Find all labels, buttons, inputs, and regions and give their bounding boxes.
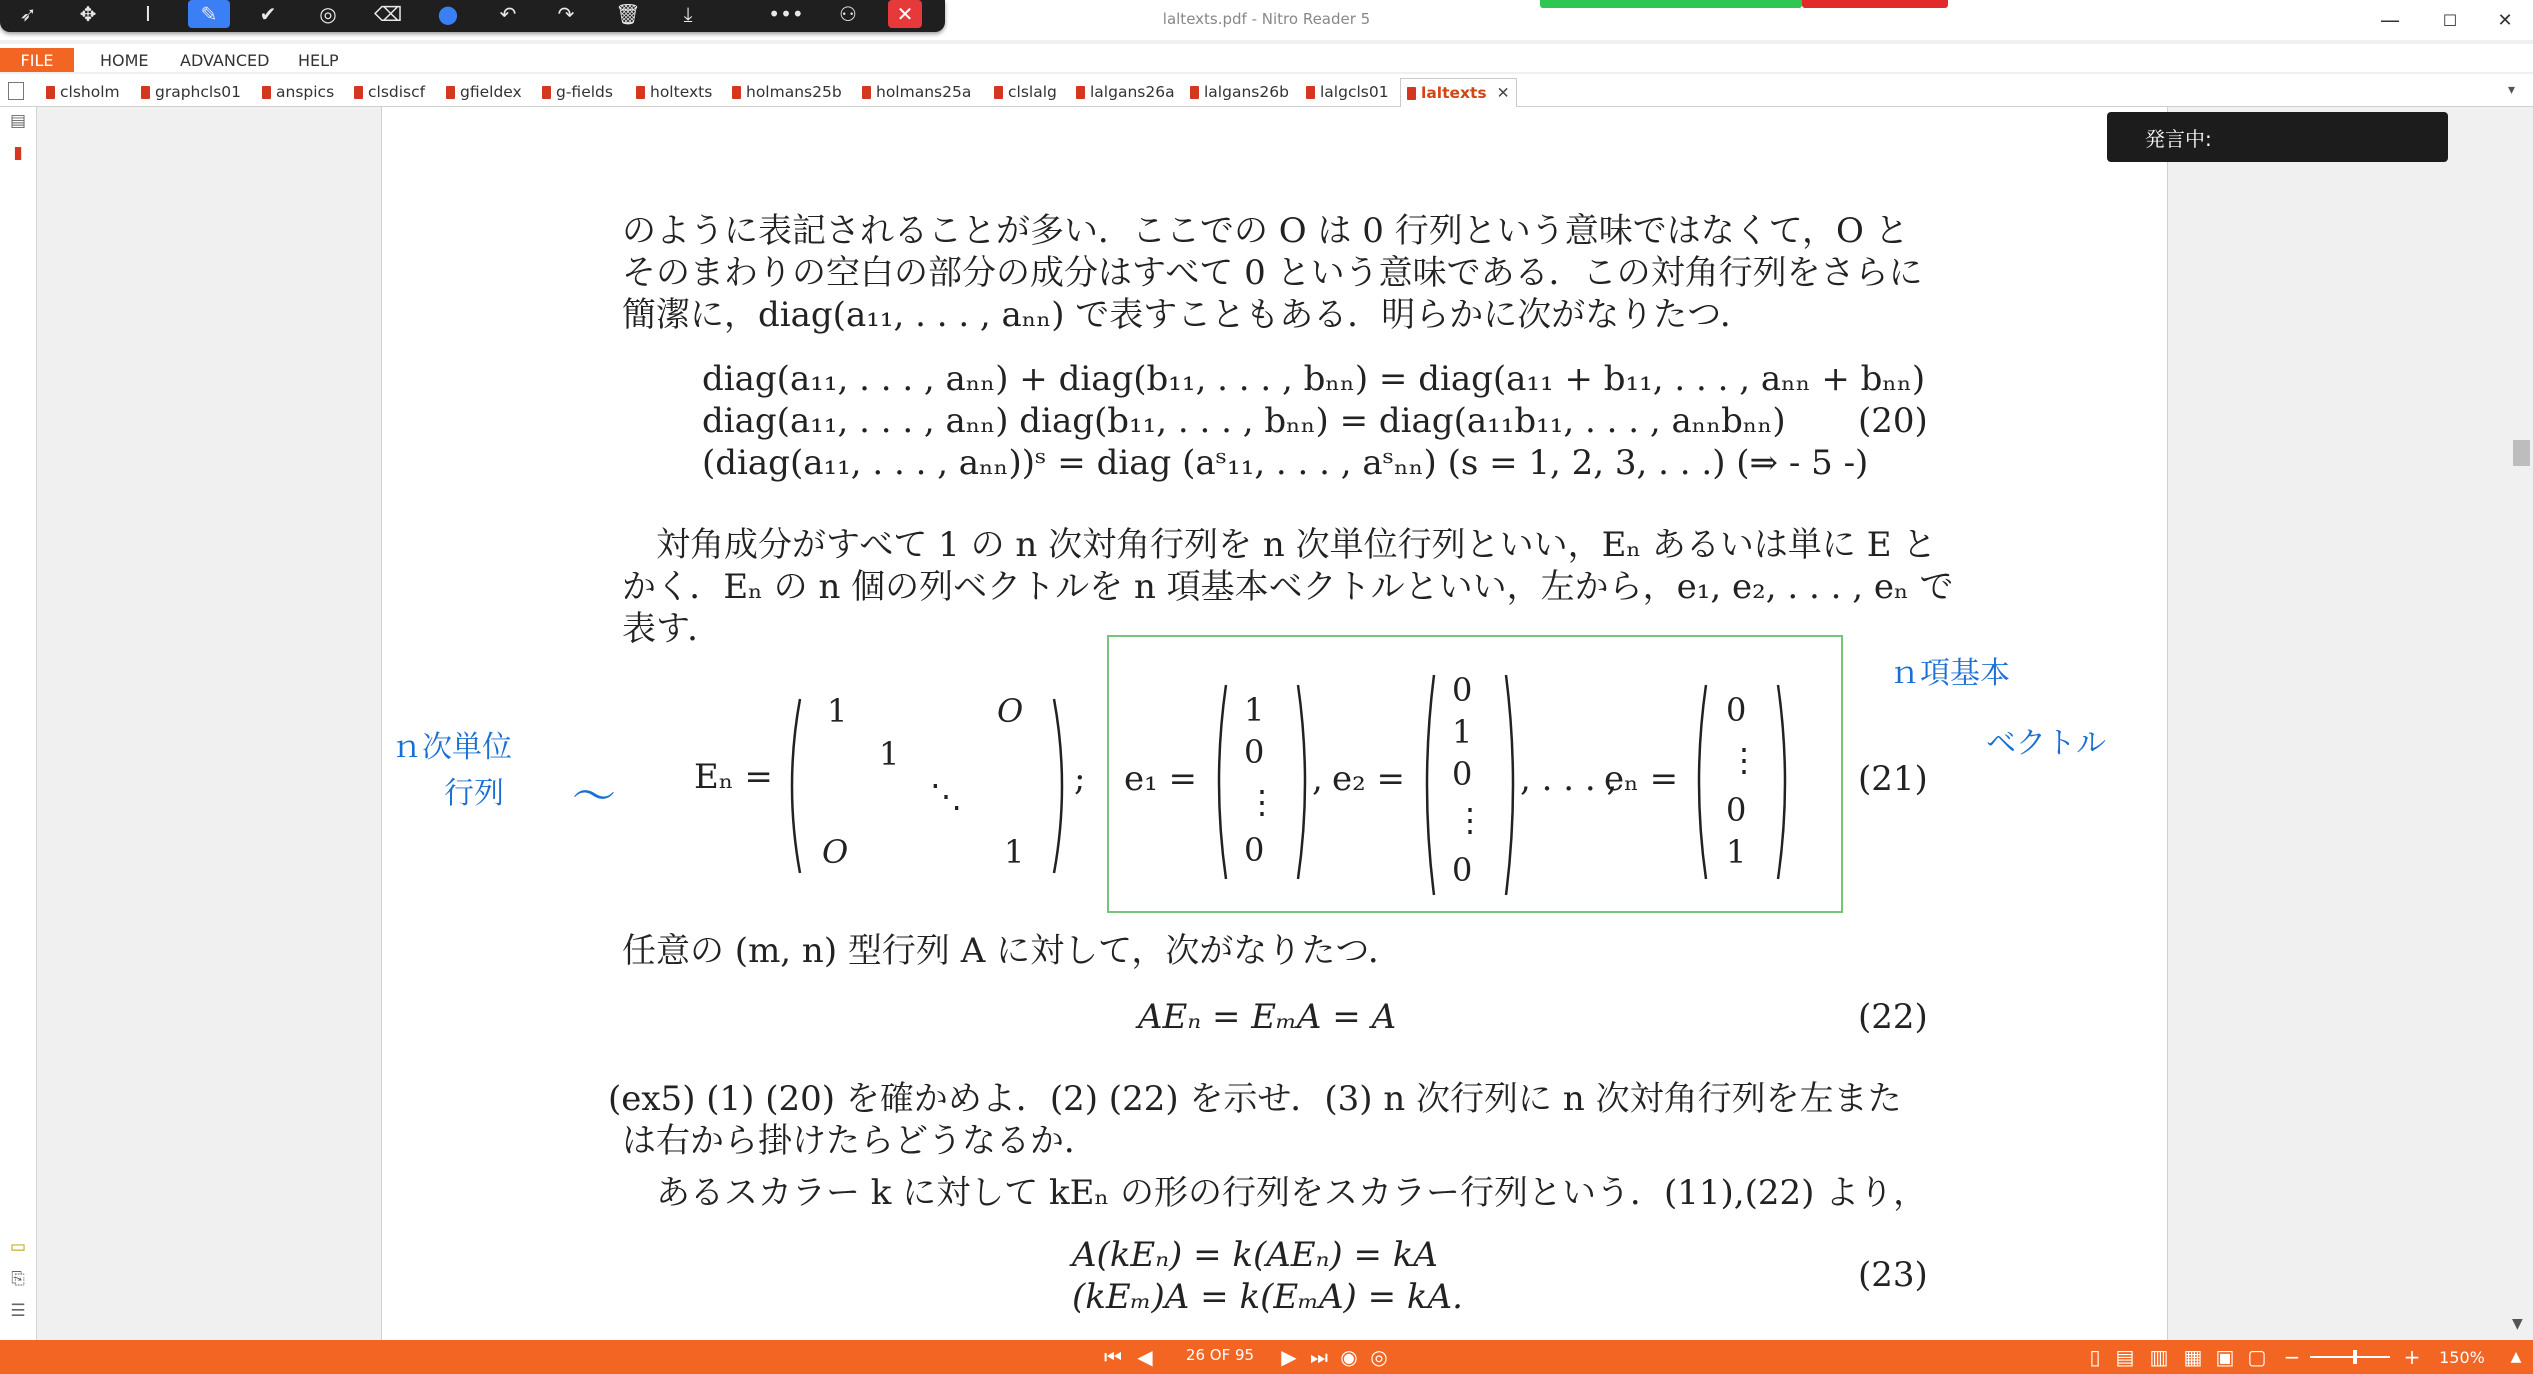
pdf-icon [542,86,551,99]
pdf-icon [446,86,455,99]
next-page-icon[interactable]: ▶ [1281,1345,1297,1369]
minimize-button[interactable]: — [2380,8,2400,32]
vector-entry: 1 [1726,833,1747,871]
tab-holmans25b[interactable]: holmans25b [732,80,842,104]
pdf-icon [354,86,363,99]
vector-entry: 1 [1244,691,1265,729]
paragraph-line: 表す． [622,609,722,649]
last-page-icon[interactable]: ⏭ [1310,1345,1328,1369]
matrix-entry: 1 [879,735,900,773]
pdf-icon [994,86,1003,99]
paragraph-line: 任意の (m, n) 型行列 A に対して，次がなりたつ． [622,931,1403,971]
handwritten-note-basis-2[interactable]: ベクトル [1986,726,2106,761]
menu-bar [0,44,2533,72]
redo-icon[interactable]: ↷ [557,2,575,26]
matrix-entry: ⋱ [930,777,962,815]
menu-advanced[interactable]: ADVANCED [180,50,270,70]
left-sidebar [0,107,37,1340]
equation-22: AEₙ = EₘA = A [1138,997,1397,1037]
equation-number-22: (22) [1858,997,1928,1037]
scroll-down-icon[interactable]: ▼ [2512,1316,2523,1332]
tab-g-fields[interactable]: g-fields [542,80,613,104]
pdf-icon [1190,86,1199,99]
continuous-facing-icon[interactable]: ▦ [2183,1345,2203,1369]
red-indicator [1802,0,1948,8]
handwritten-note-identity-2[interactable]: 行列 [444,776,504,811]
tab-list-icon[interactable] [8,82,24,100]
pdf-icon [732,86,741,99]
statusbar-scroll-icon[interactable]: ▲ [2510,1349,2522,1365]
pdf-icon [262,86,271,99]
green-indicator [1540,0,1802,8]
pdf-icon [862,86,871,99]
comma: , [1312,759,1323,799]
matrix-entry: 1 [827,692,848,730]
equation-20-line3: (diag(a₁₁, . . . , aₙₙ))ˢ = diag (aˢ₁₁, . . . , aˢₙₙ) (s = 1, 2, 3, . . .) (⇒ - 5 -) [702,443,1869,483]
fullscreen-icon[interactable]: ▢ [2247,1345,2267,1369]
previous-page-icon[interactable]: ◀ [1137,1345,1153,1369]
go-back-icon[interactable]: ◉ [1340,1345,1358,1369]
vector-entry: 0 [1452,671,1473,709]
page-number-field[interactable]: 26 OF 95 [1185,1346,1255,1364]
tab-graphcls01[interactable]: graphcls01 [141,80,241,104]
attachments-icon[interactable]: ⎘ [11,1269,25,1289]
maximize-button[interactable]: ☐ [2442,10,2458,30]
zoom-level[interactable]: 150% [2439,1347,2485,1367]
tab-anspics[interactable]: anspics [262,80,334,104]
close-toolbar-icon[interactable]: ✕ [888,0,922,28]
continuous-page-icon[interactable]: ▤ [2115,1345,2135,1369]
color-picker-icon[interactable]: ● [437,0,459,28]
pdf-icon [46,86,55,99]
paragraph-line: のように表記されることが多い．ここでの O は 0 行列という意味ではなくて，O と [622,211,1909,251]
move-icon[interactable]: ✥ [79,2,97,26]
eraser-icon[interactable]: ⌫ [373,2,403,26]
menu-home[interactable]: HOME [100,50,149,70]
tab-laltexts[interactable]: laltexts ✕ [1400,78,1517,107]
tab-lalgans26a[interactable]: lalgans26a [1076,80,1175,104]
pdf-page [381,107,2168,1340]
handwritten-note-basis[interactable]: ｎ項基本 [1890,656,2010,691]
vector-entry: 0 [1244,733,1265,771]
first-page-icon[interactable]: ⏮ [1104,1345,1122,1369]
pdf-icon [141,86,150,99]
ellipsis: , . . . , [1520,759,1618,799]
speaking-popup: 発言中: [2107,112,2448,162]
comments-icon[interactable]: ▭ [9,1237,27,1257]
select-arrow-icon[interactable]: ➶ [19,2,37,26]
fit-width-icon[interactable]: ▣ [2215,1345,2235,1369]
vector-entry: 0 [1452,851,1473,889]
trash-icon[interactable]: 🗑 [615,2,641,26]
close-window-button[interactable]: ✕ [2497,9,2513,31]
equation-20-line2: diag(a₁₁, . . . , aₙₙ) diag(b₁₁, . . . , bₙₙ) = diag(a₁₁b₁₁, . . . , aₙₙbₙₙ) [702,401,1786,441]
pdf-icon [1407,87,1416,100]
pdf-icon [1306,86,1315,99]
equation-number-20: (20) [1858,401,1928,441]
vector-entry: ⋮ [1728,741,1760,779]
paragraph-line: かく．Eₙ の n 個の列ベクトルを n 項基本ベクトルといい，左から，e₁, e₂, . . . , eₙ で [622,567,1954,607]
tab-holmans25a[interactable]: holmans25a [862,80,971,104]
document-tab-bar [0,74,2533,107]
tab-overflow-icon[interactable]: ▾ [2508,82,2516,98]
zoom-slider[interactable] [2310,1356,2390,1358]
go-forward-icon[interactable]: ◎ [1370,1345,1388,1369]
output-icon[interactable]: ☰ [10,1301,26,1321]
single-page-icon[interactable]: ▯ [2089,1345,2101,1369]
exercise-line: (ex5) (1) (20) を確かめよ．(2) (22) を示せ．(3) n 次行列に n 次対角行列を左また [608,1079,1902,1119]
pdf-icon [636,86,645,99]
equation-number-23: (23) [1858,1255,1928,1295]
vector-entry: 0 [1452,755,1473,793]
zoom-in-icon[interactable]: + [2403,1345,2421,1369]
status-bar [0,1340,2533,1374]
tab-clsholm[interactable]: clsholm [46,80,120,104]
handwritten-note-identity[interactable]: ｎ次単位 [392,730,512,765]
people-icon[interactable]: ⚇ [839,2,857,26]
semicolon: ; [1074,759,1086,799]
vector-entry: 0 [1726,691,1747,729]
window-title: laltexts.pdf - Nitro Reader 5 [1162,10,1371,28]
equation-20-line1: diag(a₁₁, . . . , aₙₙ) + diag(b₁₁, . . . , bₙₙ) = diag(a₁₁ + b₁₁, . . . , aₙₙ + bₙₙ) [702,359,1926,399]
stamp-icon[interactable]: ◎ [319,2,337,26]
matrix-entry: O [822,833,849,871]
tab-gfieldex[interactable]: gfieldex [446,80,522,104]
tab-clslalg[interactable]: clslalg [994,80,1057,104]
vertical-scrollbar[interactable] [2510,107,2533,1340]
more-icon[interactable]: ••• [768,2,804,26]
tab-holtexts[interactable]: holtexts [636,80,712,104]
text-cursor-icon[interactable]: I [145,2,151,26]
e1-label: e₁ = [1124,759,1198,799]
exercise-line: は右から掛けたらどうなるか． [622,1121,1098,1161]
matrix-entry: 1 [1004,833,1025,871]
download-icon[interactable]: ⤓ [683,2,693,26]
matrix-entry: O [997,692,1024,730]
facing-pages-icon[interactable]: ▥ [2149,1345,2169,1369]
zoom-slider-knob[interactable] [2353,1350,2357,1364]
annotation-toolbar [0,0,945,32]
paragraph-line: あるスカラー k に対して kEₙ の形の行列をスカラー行列という．(11),(22) より， [622,1173,1928,1213]
paragraph-line: そのまわりの空白の部分の成分はすべて 0 という意味である．この対角行列をさらに [622,253,1923,293]
menu-help[interactable]: HELP [298,50,339,70]
paragraph-line: 対角成分がすべて 1 の n 次対角行列を n 次単位行列といい，Eₙ あるいは単に E と [622,525,1937,565]
pages-panel-icon[interactable]: ▤ [9,111,27,131]
vector-entry: ⋮ [1246,783,1278,821]
undo-icon[interactable]: ↶ [499,2,517,26]
tab-lalgcls01[interactable]: lalgcls01 [1306,80,1389,104]
pdf-icon [1076,86,1085,99]
bookmark-icon[interactable]: ▮ [13,143,23,163]
vector-entry: ⋮ [1454,801,1486,839]
vector-entry: 0 [1244,831,1265,869]
En-lhs: Eₙ = [694,757,773,797]
scrollbar-thumb[interactable] [2513,440,2530,466]
paragraph-line: 簡潔に，diag(a₁₁, . . . , aₙₙ) で表すこともある．明らかに次がなりたつ． [622,295,1754,335]
tab-clsdiscf[interactable]: clsdiscf [354,80,425,104]
e2-label: e₂ = [1332,759,1406,799]
equation-number-21: (21) [1858,759,1928,799]
vector-entry: 0 [1726,791,1747,829]
en-label: eₙ = [1604,759,1679,799]
close-tab-icon[interactable]: ✕ [1496,84,1510,102]
tab-lalgans26b[interactable]: lalgans26b [1190,80,1289,104]
menu-file[interactable]: FILE [0,48,74,72]
handwritten-tilde[interactable]: 〜 [572,771,616,822]
check-icon[interactable]: ✔ [259,2,277,26]
equation-23-line1: A(kEₙ) = k(AEₙ) = kA [1072,1235,1438,1275]
equation-23-line2: (kEₘ)A = k(EₘA) = kA. [1072,1277,1463,1317]
zoom-out-icon[interactable]: − [2283,1345,2301,1369]
vector-entry: 1 [1452,713,1473,751]
pen-icon[interactable]: ✎ [188,0,230,28]
